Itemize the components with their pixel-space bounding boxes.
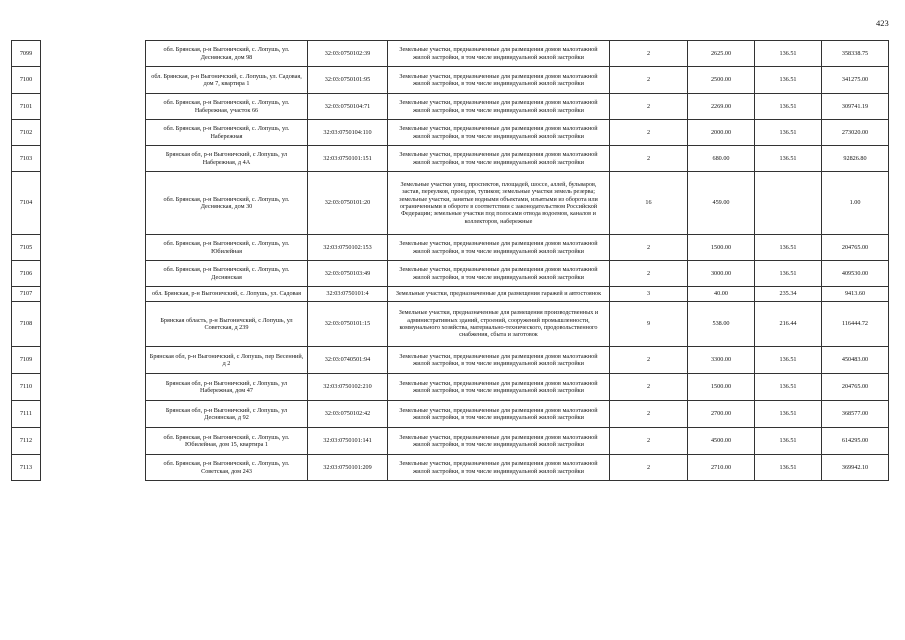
row-number: 7108 bbox=[12, 302, 41, 347]
cadastral-value-cell: 204765.00 bbox=[822, 235, 889, 261]
row-number: 7103 bbox=[12, 146, 41, 172]
cadastral-value-cell: 614295.00 bbox=[822, 428, 889, 455]
table-row bbox=[12, 41, 889, 67]
area-cell: 3000.00 bbox=[688, 261, 755, 287]
row-number: 7104 bbox=[12, 172, 41, 235]
land-use-cell: Земельные участки улиц, проспектов, площадей, шоссе, аллей, бульваров, застав, переулков, проездов, тупиков; земельные участки земель резерва; земельные участки, занятые водными объектами, изъятыми из оборота или ограниченными в обороте в соответствии с законодательством Российской Федерации; земельные участки под полосами отвода водоемов, каналов и коллекторов, набережные bbox=[388, 172, 610, 235]
address-cell: обл. Брянская, р-н Выгоничский, с. Лопушь, ул. Деснянская bbox=[146, 261, 308, 287]
group-number-cell: 3 bbox=[610, 287, 688, 302]
gap-cell bbox=[41, 94, 146, 120]
cadastral-number-cell: 32:03:0750102:42 bbox=[308, 401, 388, 428]
area-cell: 538.00 bbox=[688, 302, 755, 347]
rate-cell: 136.51 bbox=[755, 347, 822, 374]
address-cell: Брянская обл, р-н Выгоничский, с Лопушь, ул Набережная, дом 47 bbox=[146, 374, 308, 401]
row-number: 7105 bbox=[12, 235, 41, 261]
cadastral-value-cell: 273020.00 bbox=[822, 120, 889, 146]
row-number: 7102 bbox=[12, 120, 41, 146]
rate-cell: 235.34 bbox=[755, 287, 822, 302]
group-number-cell: 2 bbox=[610, 374, 688, 401]
cadastral-number-cell: 32:03:0750104:71 bbox=[308, 94, 388, 120]
cadastral-value-cell: 92826.80 bbox=[822, 146, 889, 172]
land-use-cell: Земельные участки, предназначенные для размещения домов малоэтажной жилой застройки, в том числе индивидуальной жилой застройки bbox=[388, 401, 610, 428]
area-cell: 1500.00 bbox=[688, 235, 755, 261]
land-use-cell: Земельные участки, предназначенные для размещения домов малоэтажной жилой застройки, в том числе индивидуальной жилой застройки bbox=[388, 120, 610, 146]
land-use-cell: Земельные участки, предназначенные для размещения домов малоэтажной жилой застройки, в том числе индивидуальной жилой застройки bbox=[388, 146, 610, 172]
cadastral-number-cell: 32:03:0750102:153 bbox=[308, 235, 388, 261]
area-cell: 4500.00 bbox=[688, 428, 755, 455]
address-cell: обл. Брянская, р-н Выгоничский, с. Лопушь, ул. Садовая, дом 7, квартира 1 bbox=[146, 67, 308, 94]
area-cell: 40.00 bbox=[688, 287, 755, 302]
address-cell: обл. Брянская, р-н Выгоничский, с. Лопушь, ул. Деснянская, дом 30 bbox=[146, 172, 308, 235]
address-cell: обл. Брянская, р-н Выгоничский, с. Лопушь, ул. Набережная bbox=[146, 120, 308, 146]
group-number-cell: 2 bbox=[610, 94, 688, 120]
gap-cell bbox=[41, 41, 146, 67]
address-cell: обл. Брянская, р-н Выгоничский, с. Лопушь, ул. Юбилейная bbox=[146, 235, 308, 261]
area-cell: 1500.00 bbox=[688, 374, 755, 401]
gap-cell bbox=[41, 428, 146, 455]
group-number-cell: 2 bbox=[610, 261, 688, 287]
cadastral-number-cell: 32:03:0750101:151 bbox=[308, 146, 388, 172]
land-use-cell: Земельные участки, предназначенные для размещения гаражей и автостоянок bbox=[388, 287, 610, 302]
rate-cell: 136.51 bbox=[755, 235, 822, 261]
area-cell: 459.00 bbox=[688, 172, 755, 235]
cadastral-number-cell: 32:03:0740501:94 bbox=[308, 347, 388, 374]
rate-cell: 136.51 bbox=[755, 94, 822, 120]
gap-cell bbox=[41, 302, 146, 347]
table-row bbox=[12, 287, 889, 302]
row-number: 7099 bbox=[12, 41, 41, 67]
group-number-cell: 9 bbox=[610, 302, 688, 347]
table-row bbox=[12, 302, 889, 347]
row-number: 7110 bbox=[12, 374, 41, 401]
gap-cell bbox=[41, 287, 146, 302]
gap-cell bbox=[41, 235, 146, 261]
area-cell: 2700.00 bbox=[688, 401, 755, 428]
land-use-cell: Земельные участки, предназначенные для размещения домов малоэтажной жилой застройки, в том числе индивидуальной жилой застройки bbox=[388, 235, 610, 261]
group-number-cell: 2 bbox=[610, 67, 688, 94]
table-row bbox=[12, 67, 889, 94]
cadastral-number-cell: 32:03:0750101:4 bbox=[308, 287, 388, 302]
rate-cell: 136.51 bbox=[755, 455, 822, 481]
group-number-cell: 2 bbox=[610, 455, 688, 481]
cadastral-value-cell: 409530.00 bbox=[822, 261, 889, 287]
group-number-cell: 2 bbox=[610, 347, 688, 374]
cadastral-value-cell: 116444.72 bbox=[822, 302, 889, 347]
rate-cell bbox=[755, 172, 822, 235]
rate-cell: 136.51 bbox=[755, 120, 822, 146]
land-use-cell: Земельные участки, предназначенные для размещения домов малоэтажной жилой застройки, в том числе индивидуальной жилой застройки bbox=[388, 428, 610, 455]
gap-cell bbox=[41, 146, 146, 172]
cadastral-value-cell: 358338.75 bbox=[822, 41, 889, 67]
table-row bbox=[12, 374, 889, 401]
group-number-cell: 2 bbox=[610, 41, 688, 67]
table-row bbox=[12, 455, 889, 481]
rate-cell: 136.51 bbox=[755, 67, 822, 94]
address-cell: обл. Брянская, р-н Выгоничский, с. Лопушь, ул. Советская, дом 243 bbox=[146, 455, 308, 481]
land-use-cell: Земельные участки, предназначенные для размещения производственных и административных зданий, строений, сооружений промышленности, коммунального хозяйства, материально-технического, продовольственного снабжения, сбыта и заготовок bbox=[388, 302, 610, 347]
cadastral-value-cell: 1.00 bbox=[822, 172, 889, 235]
row-number: 7100 bbox=[12, 67, 41, 94]
cadastral-value-cell: 341275.00 bbox=[822, 67, 889, 94]
table-row bbox=[12, 172, 889, 235]
land-use-cell: Земельные участки, предназначенные для размещения домов малоэтажной жилой застройки, в том числе индивидуальной жилой застройки bbox=[388, 94, 610, 120]
cadastral-number-cell: 32:03:0750102:210 bbox=[308, 374, 388, 401]
group-number-cell: 2 bbox=[610, 146, 688, 172]
cadastral-number-cell: 32:03:0750102:39 bbox=[308, 41, 388, 67]
table-row bbox=[12, 261, 889, 287]
rate-cell: 216.44 bbox=[755, 302, 822, 347]
gap-cell bbox=[41, 261, 146, 287]
area-cell: 3300.00 bbox=[688, 347, 755, 374]
gap-cell bbox=[41, 374, 146, 401]
cadastral-value-cell: 309741.19 bbox=[822, 94, 889, 120]
rate-cell: 136.51 bbox=[755, 374, 822, 401]
cadastral-number-cell: 32:03:0750101:20 bbox=[308, 172, 388, 235]
land-use-cell: Земельные участки, предназначенные для размещения домов малоэтажной жилой застройки, в том числе индивидуальной жилой застройки bbox=[388, 455, 610, 481]
row-number: 7112 bbox=[12, 428, 41, 455]
gap-cell bbox=[41, 120, 146, 146]
rate-cell: 136.51 bbox=[755, 41, 822, 67]
land-use-cell: Земельные участки, предназначенные для размещения домов малоэтажной жилой застройки, в том числе индивидуальной жилой застройки bbox=[388, 67, 610, 94]
row-number: 7109 bbox=[12, 347, 41, 374]
page-number: 423 bbox=[876, 18, 889, 28]
rate-cell: 136.51 bbox=[755, 261, 822, 287]
cadastral-number-cell: 32:03:0750101:95 bbox=[308, 67, 388, 94]
address-cell: обл. Брянская, р-н Выгоничский, с. Лопушь, ул. Набережная, участок 66 bbox=[146, 94, 308, 120]
address-cell: Брянская обл, р-н Выгоничский, с Лопушь, ул Набережная, д 4А bbox=[146, 146, 308, 172]
area-cell: 2269.00 bbox=[688, 94, 755, 120]
address-cell: обл. Брянская, р-н Выгоничский, с. Лопушь, ул. Юбилейная, дом 15, квартира 1 bbox=[146, 428, 308, 455]
table-row bbox=[12, 428, 889, 455]
area-cell: 2625.00 bbox=[688, 41, 755, 67]
gap-cell bbox=[41, 455, 146, 481]
area-cell: 2000.00 bbox=[688, 120, 755, 146]
table-row bbox=[12, 401, 889, 428]
cadastral-number-cell: 32:03:0750103:49 bbox=[308, 261, 388, 287]
gap-cell bbox=[41, 401, 146, 428]
address-cell: обл. Брянская, р-н Выгоничский, с. Лопушь, ул. Садовая bbox=[146, 287, 308, 302]
address-cell: обл. Брянская, р-н Выгоничский, с. Лопушь, ул. Деснянская, дом 98 bbox=[146, 41, 308, 67]
row-number: 7101 bbox=[12, 94, 41, 120]
address-cell: Брянская область, р-н Выгоничский, с Лопушь, ул Советская, д 239 bbox=[146, 302, 308, 347]
group-number-cell: 2 bbox=[610, 120, 688, 146]
row-number: 7106 bbox=[12, 261, 41, 287]
gap-cell bbox=[41, 67, 146, 94]
table-row bbox=[12, 347, 889, 374]
row-number: 7113 bbox=[12, 455, 41, 481]
cadastral-number-cell: 32:03:0750101:209 bbox=[308, 455, 388, 481]
group-number-cell: 16 bbox=[610, 172, 688, 235]
cadastral-number-cell: 32:03:0750101:15 bbox=[308, 302, 388, 347]
gap-cell bbox=[41, 347, 146, 374]
table-row bbox=[12, 94, 889, 120]
gap-cell bbox=[41, 172, 146, 235]
address-cell: Брянская обл, р-н Выгоничский, с Лопушь, пер Весенний, д 2 bbox=[146, 347, 308, 374]
land-use-cell: Земельные участки, предназначенные для размещения домов малоэтажной жилой застройки, в том числе индивидуальной жилой застройки bbox=[388, 347, 610, 374]
land-use-cell: Земельные участки, предназначенные для размещения домов малоэтажной жилой застройки, в том числе индивидуальной жилой застройки bbox=[388, 41, 610, 67]
rate-cell: 136.51 bbox=[755, 401, 822, 428]
group-number-cell: 2 bbox=[610, 428, 688, 455]
area-cell: 680.00 bbox=[688, 146, 755, 172]
table-row bbox=[12, 235, 889, 261]
cadastral-value-cell: 368577.00 bbox=[822, 401, 889, 428]
address-cell: Брянская обл, р-н Выгоничский, с Лопушь, ул Деснянская, д 92 bbox=[146, 401, 308, 428]
row-number: 7107 bbox=[12, 287, 41, 302]
table-row bbox=[12, 146, 889, 172]
group-number-cell: 2 bbox=[610, 235, 688, 261]
row-number: 7111 bbox=[12, 401, 41, 428]
cadastral-value-cell: 369942.10 bbox=[822, 455, 889, 481]
area-cell: 2710.00 bbox=[688, 455, 755, 481]
rate-cell: 136.51 bbox=[755, 428, 822, 455]
rate-cell: 136.51 bbox=[755, 146, 822, 172]
group-number-cell: 2 bbox=[610, 401, 688, 428]
cadastral-value-cell: 9413.60 bbox=[822, 287, 889, 302]
table-row bbox=[12, 120, 889, 146]
cadastral-number-cell: 32:03:0750101:141 bbox=[308, 428, 388, 455]
land-use-cell: Земельные участки, предназначенные для размещения домов малоэтажной жилой застройки, в том числе индивидуальной жилой застройки bbox=[388, 261, 610, 287]
land-registry-table bbox=[11, 40, 889, 481]
cadastral-number-cell: 32:03:0750104:110 bbox=[308, 120, 388, 146]
cadastral-value-cell: 450483.00 bbox=[822, 347, 889, 374]
area-cell: 2500.00 bbox=[688, 67, 755, 94]
land-use-cell: Земельные участки, предназначенные для размещения домов малоэтажной жилой застройки, в том числе индивидуальной жилой застройки bbox=[388, 374, 610, 401]
cadastral-value-cell: 204765.00 bbox=[822, 374, 889, 401]
